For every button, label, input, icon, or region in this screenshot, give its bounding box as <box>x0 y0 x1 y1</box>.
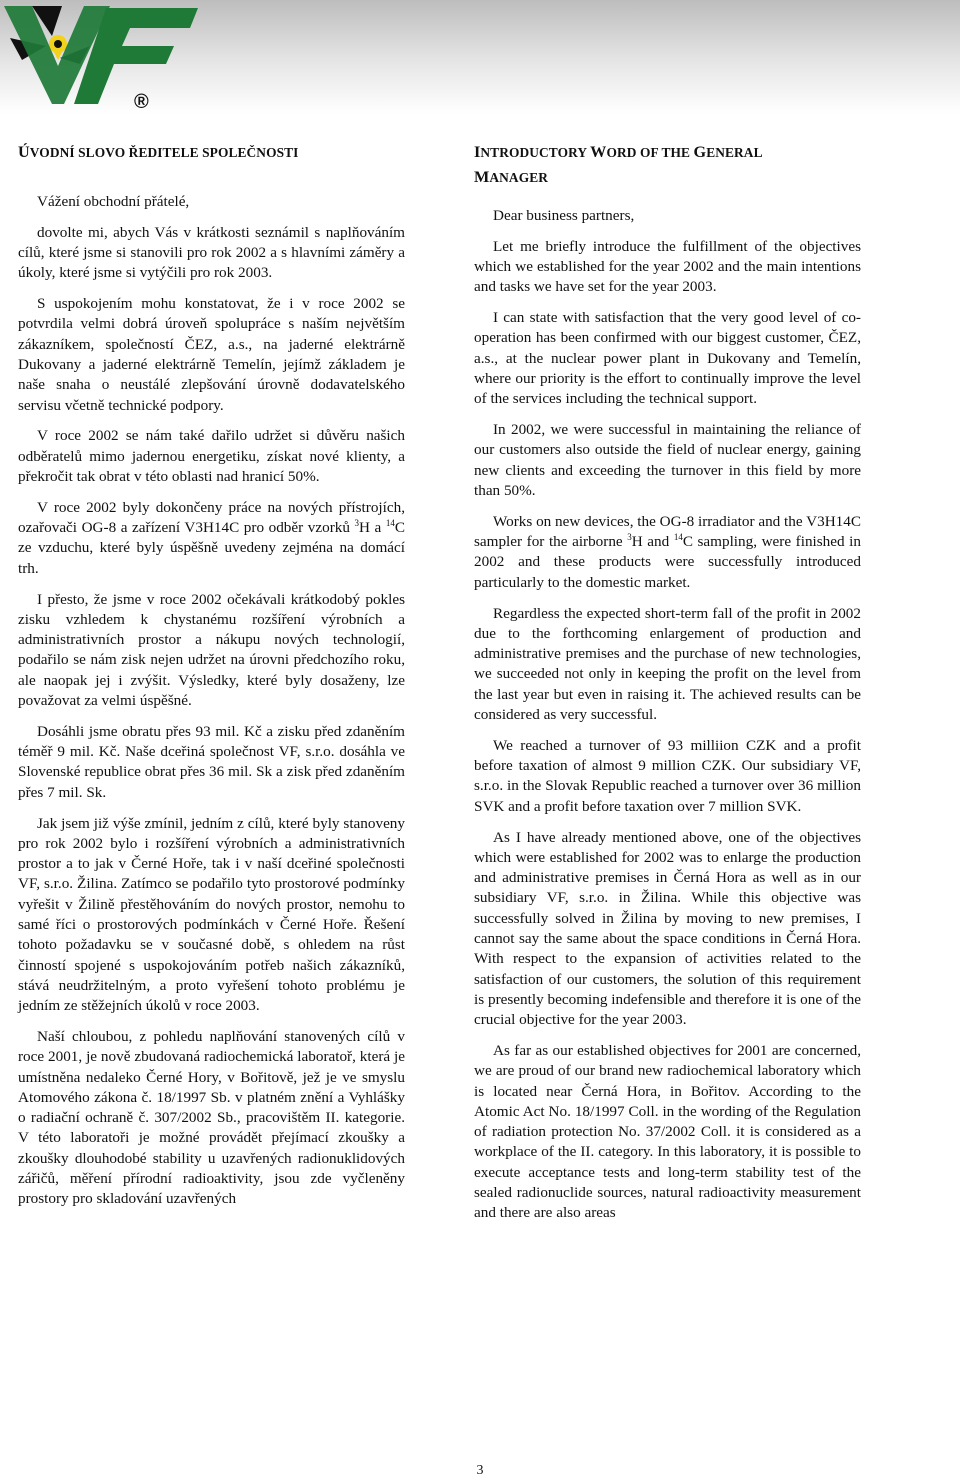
english-paragraph: As far as our established objectives for 2001 are concerned, we are proud of our brand new radiochemical laboratory which is located near Černá Hora, in Bořitov. According to the Atomic Act No. 18/1997 Coll. in the wording of the Regulation of radiation protection No. 37/2002 Coll. it is considered as a workplace of the II. category. In this laboratory, it is possible to execute acceptance tests and long-term stability test of the sealed radionuclide sources, natural radioactivity measurement and there are also areas <box>474 1041 861 1222</box>
czech-paragraph: dovolte mi, abych Vás v krátkosti seznámil s naplňováním cílů, které jsme si stanovili pro rok 2002 a s hlavními záměry a úkoly, které jsme si vytýčili pro rok 2003. <box>18 223 405 282</box>
czech-paragraph: Naší chloubou, z pohledu naplňování stanovených cílů v roce 2001, je nově zbudovaná radiochemická laboratoř, která je umístněna nedaleko Černé Hory, v Bořitově, jež je ve smyslu Atomového zákona č. 18/1997 Sb. v platném znění a Vyhlášky o radiační ochraně č. 307/2002 Sb., pracovištěm II. kategorie. V této laboratoři je možné provádět přejímací zkoušky a zkoušky dlouhodobé stability u uzavřených radionuklidových zářičů, měření přírodní radioaktivity, jsou zde vyčleněny prostory pro skladování uzavřených <box>18 1027 405 1208</box>
czech-paragraph: V roce 2002 se nám také dařilo udržet si důvěru našich odběratelů mimo jadernou energetiku, získat nové klienty, a překročit tak obrat v této oblasti nad hranicí 50%. <box>18 427 405 486</box>
english-column <box>474 140 861 1234</box>
english-paragraph: Works on new devices, the OG-8 irradiator and the V3H14C sampler for the airborne $^3$H and $^{14}$C sampling, were finished in 2002 and these products were successfully introduced particularly to the domestic market. <box>474 512 861 591</box>
vf-radiation-logo-icon <box>2 0 198 112</box>
czech-paragraph: V roce 2002 byly dokončeny práce na nových přístrojích, ozařovači OG-8 a zařízení V3H14C pro odběr vzorků $^3$H a $^{14}$C ze vzduchu, které byly úspěšně uvedeny zejména na domácí trh. <box>18 498 405 577</box>
english-paragraph: Regardless the expected short-term fall of the profit in 2002 due to the forthcoming enlargement of production and administrative premises and the purchase of new technologies, we succeeded not only in keeping the profit on the level from the last year but even in raising it. The achieved results can be considered as very successful. <box>474 604 861 724</box>
czech-paragraph: Vážení obchodní přátelé, <box>37 193 190 210</box>
english-paragraph: We reached a turnover of 93 milliion CZK and a profit before taxation of almost 9 million CZK. Our subsidiary VF, s.r.o. in the Slovak Republic reached a turnover over 36 million SVK and a profit before taxation over 7 million SVK. <box>474 736 861 815</box>
english-paragraph: In 2002, we were successful in maintaining the reliance of our customers also outside the field of nuclear energy, gaining new clients and exceeding the turnover in this field by more than 50%. <box>474 421 861 500</box>
english-paragraph: Let me briefly introduce the fulfillment of the objectives which we established for the year 2002 and the main intentions and tasks we have set for the year 2003. <box>474 237 861 296</box>
czech-paragraph: S uspokojením mohu konstatovat, že i v roce 2002 se potvrdila velmi dobrá úroveň spolupráce s naším největším zákazníkem, společností ČEZ, a.s., na jaderné elektrárně Dukovany a jaderné elektrárně Temelín, jejímž základem je naše snaha o neustálé zlepšování úrovně dodavatelského servisu včetně technické podpory. <box>18 295 405 414</box>
english-section-title: INTRODUCTORY WORD OF THE GENERAL MANAGER <box>474 143 763 186</box>
czech-section-title: ÚVODNÍ SLOVO ŘEDITELE SPOLEČNOSTI <box>18 143 299 161</box>
czech-paragraph: Jak jsem již výše zmínil, jedním z cílů, které byly stanoveny pro rok 2002 bylo i rozšíření výrobních a administrativních prostor a to jak v Černé Hoře, tak i v naší dceřiné společnosti VF, s.r.o. Žilina. Zatímco se podařilo tyto prostorové podmínky vyřešit v Žilině přestěhováním do nových prostor, nemohu to samé říci o prostorových podmínkách v Černé Hoře. Řešení tohoto požadavku se v současné době, s ohledem na růst činností spojené s uspokojováním potřeb našich zákazníků, stává neudržitelným, a proto vyřešení tohoto problému je jedním ze stěžejních úkolů v roce 2003. <box>18 814 405 1015</box>
registered-mark: ® <box>134 91 149 112</box>
czech-paragraph: Dosáhli jsme obratu přes 93 mil. Kč a zisku před zdaněním téměř 9 mil. Kč. Naše dceřiná společnost VF, s.r.o. dosáhla ve Slovenské republice obrat přes 36 mil. Sk a zisk před zdaněním přes 7 mil. Sk. <box>18 722 405 801</box>
page-number: 3 <box>476 1463 484 1478</box>
english-paragraph: As I have already mentioned above, one of the objectives which were established for 2002 was to enlarge the production and administrative premises in Černá Hora as well as in our subsidiary VF, s.r.o. in Žilina. While this objective was successfully solved in Žilina by moving to new premises, I cannot say the same about the space conditions in Černá Hora. With respect to the expansion of activities related to the satisfaction of our customers, the solution of this requirement is presently becoming indefensible and therefore it is one of the crucial objective for the year 2003. <box>474 828 861 1029</box>
english-paragraph: I can state with satisfaction that the very good level of co-operation has been confirmed with our biggest customer, ČEZ, a.s., at the nuclear power plant in Dukovany and Temelín, where our priority is the effort to continually improve the level of the services including the technical support. <box>474 309 861 408</box>
czech-paragraph: I přesto, že jsme v roce 2002 očekávali krátkodobý pokles zisku vzhledem k chystanému rozšíření výrobních a administrativních prostor a nákupu nových technologií, podařilo se nám zisk nejen udržet na úrovni předchozího roku, ale naopak jej i zvýšit. Výsledky, které byly dosaženy, lze považovat za velmi úspěšné. <box>18 590 405 710</box>
english-paragraph: Dear business partners, <box>493 207 635 224</box>
czech-column <box>18 140 405 1220</box>
